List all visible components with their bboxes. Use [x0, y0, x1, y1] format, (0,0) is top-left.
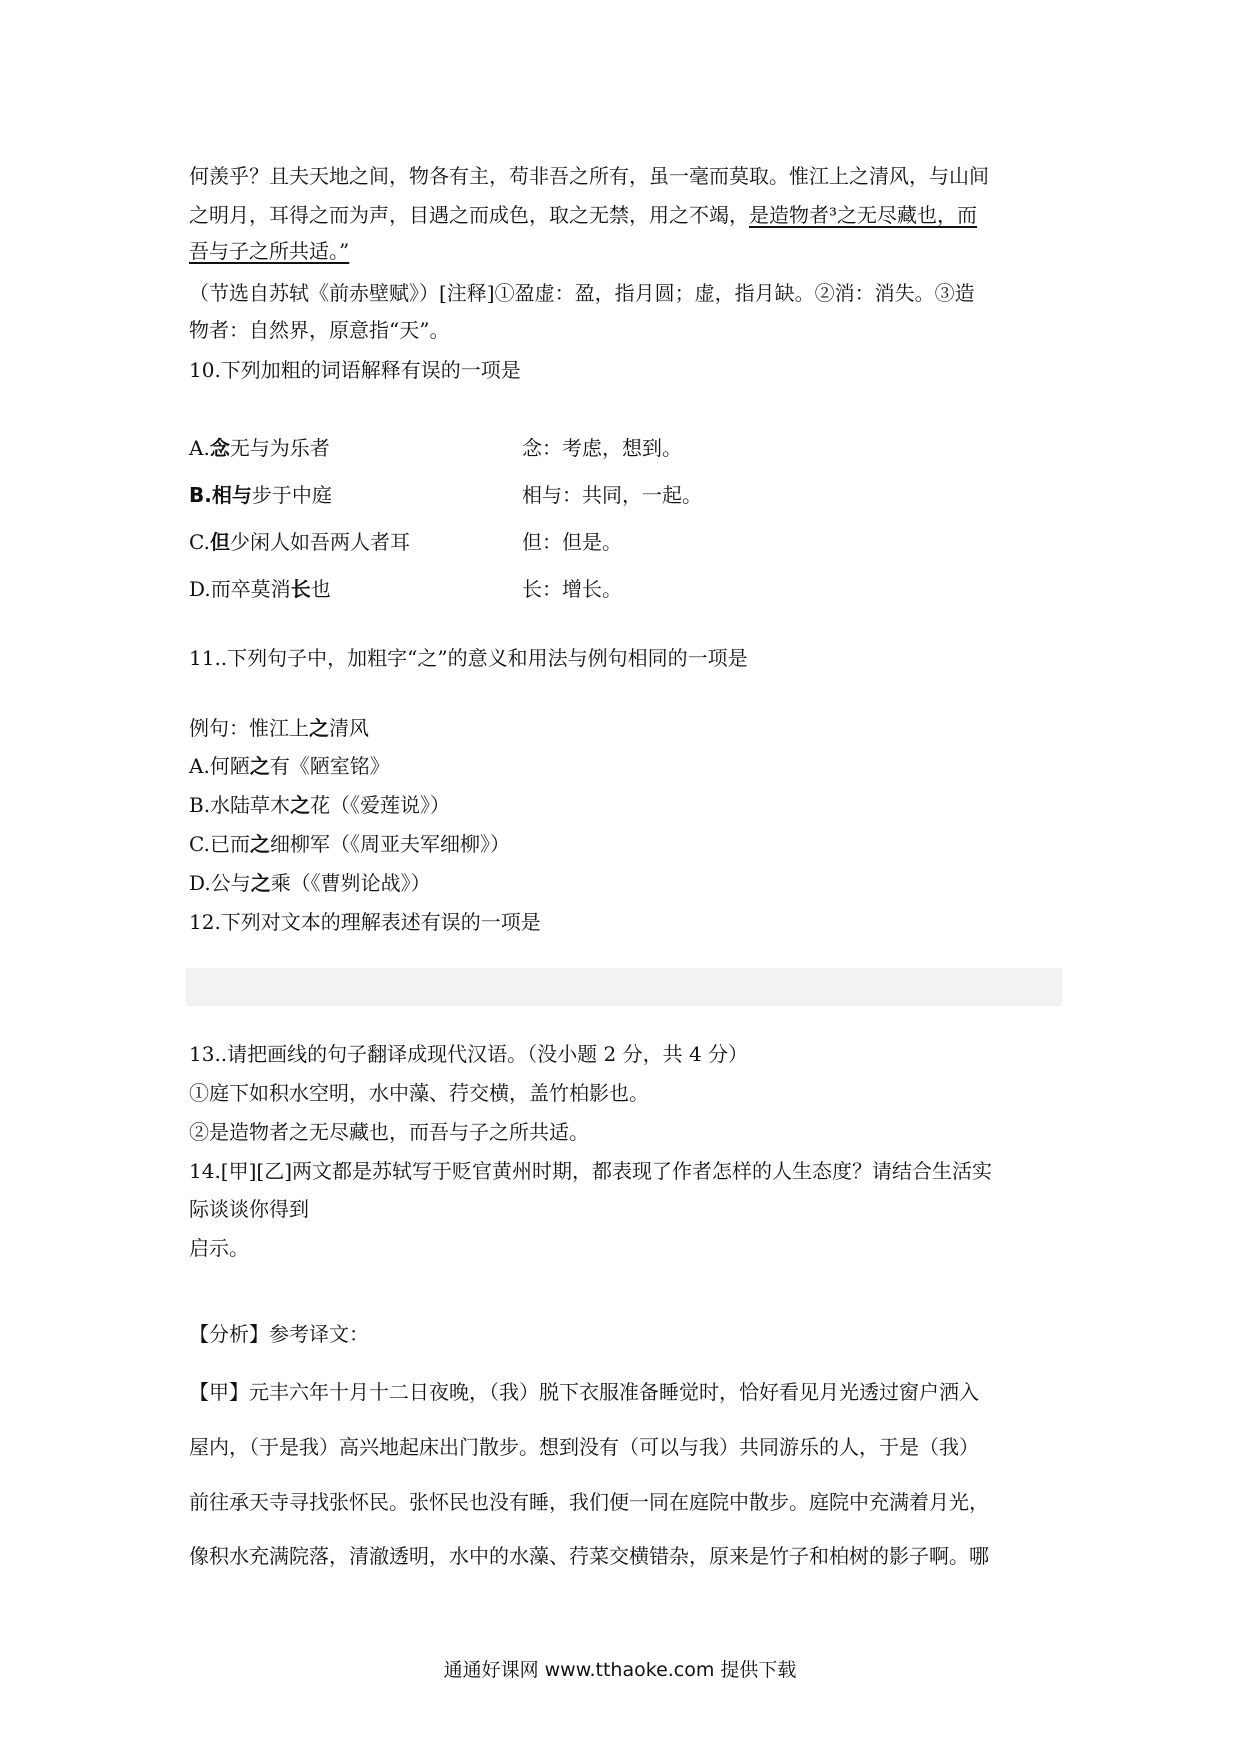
- example-sentence: 例句：惟江上之清风: [189, 716, 369, 740]
- bold-word: 之: [249, 754, 270, 778]
- option-b-explanation: 相与：共同，一起。: [522, 483, 702, 507]
- note-line: 物者：自然界，原意指“天”。: [189, 318, 450, 342]
- option-d: D.公与之乘（《曹刿论战》）: [189, 871, 431, 895]
- underlined-sentence: 是造物者³之无尽藏也，而: [749, 203, 978, 227]
- note-line: （节选自苏轼《前赤壁赋》）[注释]①盈虚：盈，指月圆；虚，指月缺。②消：消失。③造: [189, 281, 975, 305]
- option-c: C.已而之细柳军（《周亚夫军细柳》）: [189, 832, 510, 856]
- analysis-title: 【分析】参考译文：: [189, 1322, 369, 1346]
- analysis-line: 屋内，（于是我）高兴地起床出门散步。想到没有（可以与我）共同游乐的人，于是（我）: [189, 1435, 979, 1459]
- bold-word: 之: [309, 716, 329, 740]
- option-d-explanation: 长：增长。: [522, 577, 622, 601]
- blank-answer-area: [186, 968, 1062, 1006]
- translation-item: ②是造物者之无尽藏也，而吾与子之所共适。: [189, 1120, 589, 1144]
- passage-line: 何羡乎？且夫天地之间，物各有主，苟非吾之所有，虽一毫而莫取。惟江上之清风，与山间: [189, 164, 989, 188]
- analysis-line: 像积水充满院落，清澈透明，水中的水藻、荇菜交横错杂，原来是竹子和柏树的影子啊。哪: [189, 1544, 989, 1568]
- question-13-stem: 13..请把画线的句子翻译成现代汉语。（没小题 2 分，共 4 分）: [189, 1042, 749, 1066]
- passage-line: [189, 203, 977, 227]
- bold-word: 之: [290, 793, 311, 817]
- option-c: C.但少闲人如吾两人者耳: [189, 530, 410, 554]
- option-c-explanation: 但：但是。: [522, 530, 622, 554]
- bold-word: 之: [250, 871, 271, 895]
- question-14-line: 际谈谈你得到: [189, 1197, 309, 1221]
- question-14-line: 启示。: [189, 1236, 249, 1260]
- option-b: B.相与步于中庭: [189, 483, 332, 507]
- option-d: D.而卒莫消长也: [189, 577, 331, 601]
- translation-item: ①庭下如积水空明，水中藻、荇交横，盖竹柏影也。: [189, 1081, 649, 1105]
- option-a: A.何陋之有《陋室铭》: [189, 754, 390, 778]
- option-a: A.念无与为乐者: [189, 436, 330, 460]
- bold-word: 相与: [211, 483, 252, 507]
- underlined-sentence: 吾与子之所共适。”: [189, 239, 350, 263]
- analysis-line: 前往承天寺寻找张怀民。张怀民也没有睡，我们便一同在庭院中散步。庭院中充满着月光，: [189, 1490, 989, 1514]
- question-14-line: 14.[甲][乙]两文都是苏轼写于贬官黄州时期，都表现了作者怎样的人生态度？请结合生活实: [189, 1159, 993, 1183]
- question-11-stem: 11..下列句子中，加粗字“之”的意义和用法与例句相同的一项是: [189, 646, 748, 670]
- bold-word: 念: [209, 436, 230, 460]
- bold-word: 但: [209, 530, 230, 554]
- analysis-line: 【甲】元丰六年十月十二日夜晚，（我）脱下衣服准备睡觉时，恰好看见月光透过窗户洒入: [189, 1380, 979, 1404]
- option-a-explanation: 念：考虑，想到。: [522, 436, 682, 460]
- bold-word: 长: [290, 577, 311, 601]
- question-12-stem: 12.下列对文本的理解表述有误的一项是: [189, 910, 541, 934]
- option-b: B.水陆草木之花（《爱莲说》）: [189, 793, 451, 817]
- footer-text: 通通好课网 www.tthaoke.com 提供下载: [443, 1659, 797, 1681]
- question-10-stem: 10.下列加粗的词语解释有误的一项是: [189, 358, 521, 382]
- bold-word: 之: [249, 832, 270, 856]
- passage-text: 之明月，耳得之而为声，目遇之而成色，取之无禁，用之不竭，: [189, 203, 749, 227]
